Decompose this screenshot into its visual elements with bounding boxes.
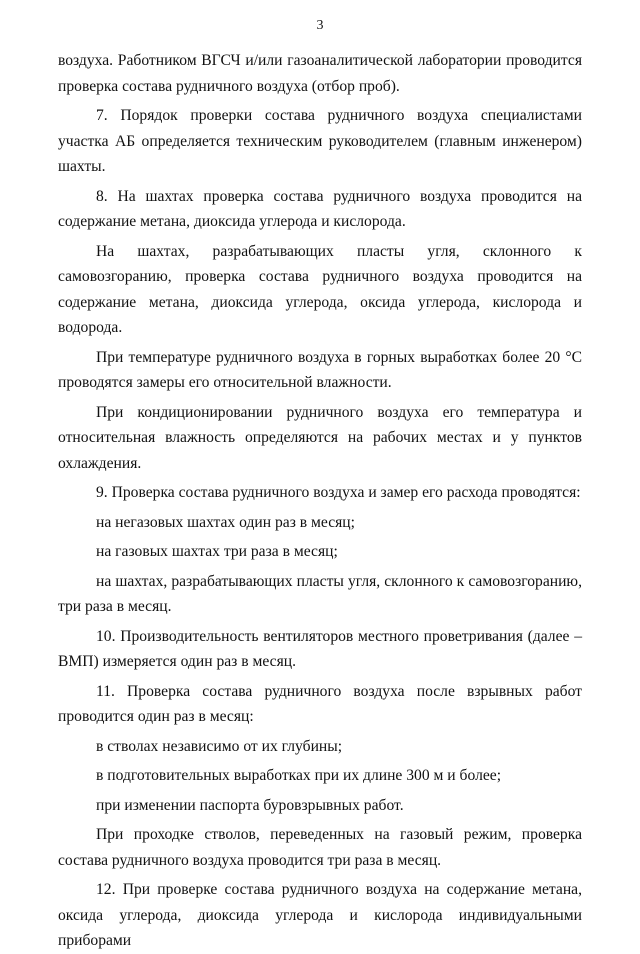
- paragraph-self-ignition-mines: На шахтах, разрабатывающих пласты угля, склонного к самовозгоранию, проверка состава рудничного воздуха проводится на содержание метана, диоксида углерода, оксида углерода, кислорода и водорода.: [58, 242, 582, 336]
- paragraph-item-8: 8. На шахтах проверка состава рудничного воздуха проводится на содержание метана, диоксида углерода и кислорода.: [58, 187, 582, 230]
- list-item-non-gas-mines: на негазовых шахтах один раз в месяц;: [96, 513, 355, 531]
- paragraph-item-11: 11. Проверка состава рудничного воздуха после взрывных работ проводится один раз в месяц:: [58, 682, 582, 725]
- paragraph-item-10: 10. Производительность вентиляторов местного проветривания (далее – ВМП) измеряется один раз в месяц.: [58, 627, 582, 670]
- paragraph-item-7: 7. Порядок проверки состава рудничного воздуха специалистами участка АБ определяется техническим руководителем (главным инженером) шахты.: [58, 107, 582, 175]
- list-item-blasting-passport: при изменении паспорта буровзрывных работ.: [96, 796, 404, 814]
- paragraph-shaft-sinking: При проходке стволов, переведенных на газовый режим, проверка состава рудничного воздуха проводится три раза в месяц.: [58, 826, 582, 869]
- paragraph-item-12: 12. При проверке состава рудничного воздуха на содержание метана, оксида углерода, диоксида углерода и кислорода индивидуальными приборами: [58, 881, 582, 949]
- paragraph-humidity: При температуре рудничного воздуха в горных выработках более 20 °С проводятся замеры его относительной влажности.: [58, 348, 582, 391]
- list-item-shafts: в стволах независимо от их глубины;: [96, 737, 343, 755]
- document-body: [58, 48, 582, 954]
- paragraph-conditioning: При кондиционировании рудничного воздуха его температура и относительная влажность определяются на рабочих местах и у пунктов охлаждения.: [58, 403, 582, 472]
- paragraph-item-9: 9. Проверка состава рудничного воздуха и замер его расхода проводятся:: [96, 484, 581, 501]
- list-item-self-ignition-mines: на шахтах, разрабатывающих пласты угля, склонного к самовозгоранию, три раза в месяц.: [58, 572, 582, 615]
- page-number: 3: [316, 18, 324, 33]
- paragraph-continuation: воздуха. Работником ВГСЧ и/или газоаналитической лаборатории проводится проверка состава рудничного воздуха (отбор проб).: [58, 52, 582, 95]
- list-item-gas-mines: на газовых шахтах три раза в месяц;: [96, 543, 338, 560]
- list-item-development-workings: в подготовительных выработках при их длине 300 м и более;: [96, 767, 502, 784]
